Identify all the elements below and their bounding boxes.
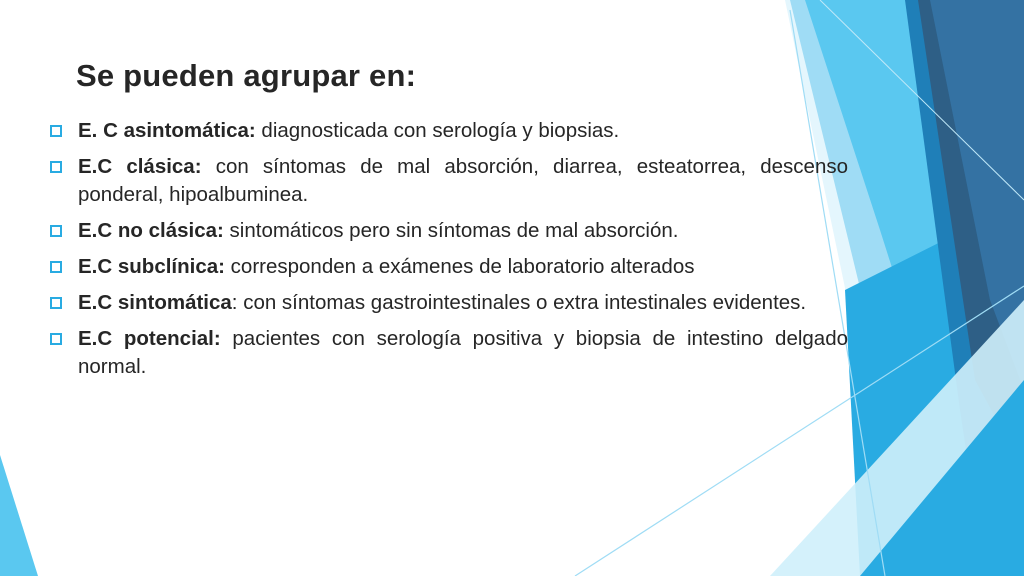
bullet-term: E. C asintomática: xyxy=(78,119,256,142)
hollow-square-bullet-icon xyxy=(50,125,62,137)
bullet-text: sintomáticos pero sin síntomas de mal absorción. xyxy=(223,219,679,242)
bullet-term: E.C potencial: xyxy=(78,327,221,350)
hollow-square-bullet-icon xyxy=(50,261,62,273)
bullet-item xyxy=(50,289,848,317)
bullet-term: E.C clásica: xyxy=(78,155,202,178)
bullet-text: : con síntomas gastrointestinales o extra intestinales evidentes. xyxy=(231,291,807,314)
hollow-square-bullet-icon xyxy=(50,297,62,309)
bullet-text: diagnosticada con serología y biopsias. xyxy=(255,119,620,142)
bullet-text: pacientes con serología positiva y biopsia de intestino delgado normal. xyxy=(78,327,848,378)
bullet-item xyxy=(50,253,848,281)
bullet-list xyxy=(50,117,848,389)
bullet-item xyxy=(50,217,848,245)
bullet-text: con síntomas de mal absorción, diarrea, esteatorrea, descenso ponderal, hipoalbuminea. xyxy=(78,155,848,206)
bullet-text: corresponden a exámenes de laboratorio alterados xyxy=(224,255,695,278)
hollow-square-bullet-icon xyxy=(50,333,62,345)
bullet-term: E.C sintomática xyxy=(78,291,232,314)
left-accent-shape xyxy=(0,455,38,576)
hollow-square-bullet-icon xyxy=(50,161,62,173)
bullet-item xyxy=(50,117,848,145)
bullet-item xyxy=(50,153,848,209)
hollow-square-bullet-icon xyxy=(50,225,62,237)
bullet-term: E.C subclínica: xyxy=(78,255,225,278)
slide-title: Se pueden agrupar en: xyxy=(76,58,417,93)
bullet-term: E.C no clásica: xyxy=(78,219,224,242)
bullet-item xyxy=(50,325,848,381)
